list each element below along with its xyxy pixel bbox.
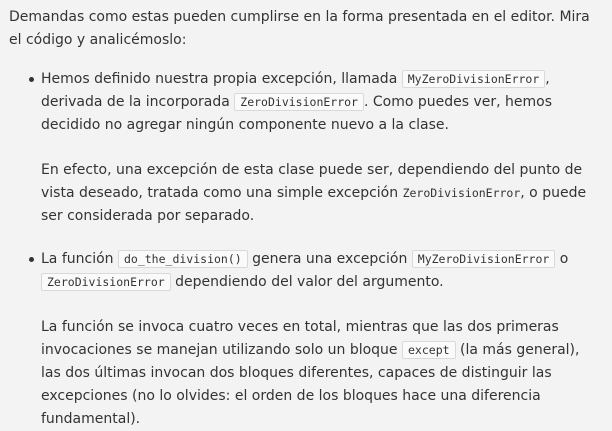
exception-treatment-paragraph: En efecto, una excepción de esta clase puede ser, dependiendo del punto de vista deseado, tratada como una simple excepción ZeroDivisionError, o puede ser considerada por separado. [41,162,587,224]
list-item-division-function [41,248,602,431]
code-myzerodivisionerror: MyZeroDivisionError [412,250,556,268]
invocation-paragraph: La función se invoca cuatro veces en total, mientras que las dos primeras invocaciones se manejan utilizando solo un bloque except (la más general), las dos últimas invocan dos bloques diferentes, capaces de distinguir las excepciones (no lo olvides: el orden de los bloques hace una diferencia fundamental). [41,319,580,427]
custom-exception-paragraph: Hemos definido nuestra propia excepción, llamada MyZeroDivisionError , derivada de la incorporada ZeroDivisionError . Como puedes ver, hemos decidido no agregar ningún componente nuevo a la clase. [41,71,553,133]
list-item-custom-exception [41,68,602,228]
code-do-the-division: do_the_division() [118,250,248,268]
code-zerodivisionerror: ZeroDivisionError [41,273,171,291]
intro-paragraph: Demandas como estas pueden cumplirse en la forma presentada en el editor. Mira el código y analicémoslo: [9,9,590,48]
code-myzerodivisionerror: MyZeroDivisionError [402,70,546,88]
code-zerodivisionerror-plain: ZeroDivisionError [402,186,521,200]
code-except: except [402,341,456,359]
division-function-paragraph: La función do_the_division() genera una excepción MyZeroDivisionError o ZeroDivisionError dependiendo del valor del argumento. [41,251,569,290]
explanation-list [9,68,602,431]
code-zerodivisionerror: ZeroDivisionError [234,93,364,111]
